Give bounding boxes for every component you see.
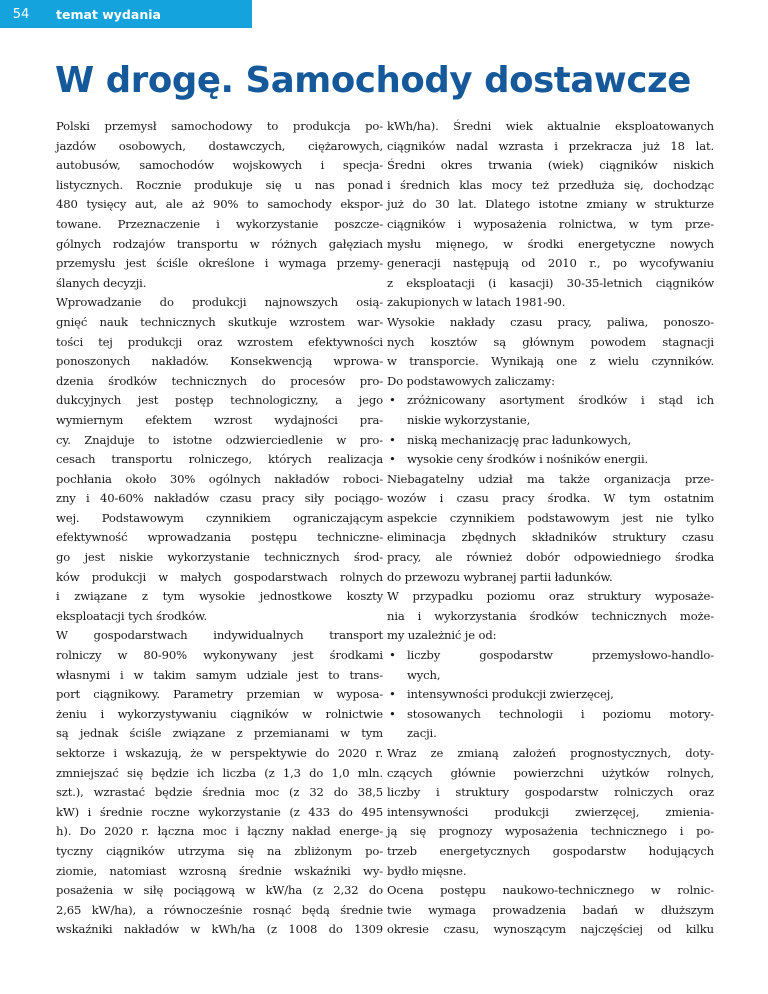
text-line: liczby i struktury gospodarstw rolniczych oraz <box>387 785 714 800</box>
text-line: 2,65 kW/ha), a równocześnie rosnąć będą średnie <box>56 902 383 917</box>
text-line: 480 tysięcy aut, ale aż 90% to samochody ekspor- <box>56 197 383 212</box>
text-line: zakupionych w latach 1981-90. <box>387 295 566 310</box>
text-line: pochłania około 30% ogólnych nakładów roboci- <box>56 471 383 486</box>
text-line: zny i 40-60% nakładów czasu pracy siły pociągo- <box>56 491 383 506</box>
text-line: zmniejszać się będzie ich liczba (z 1,3 do 1,0 mln. <box>56 765 383 780</box>
text-line: wej. Podstawowym czynnikiem ograniczającym <box>56 510 383 525</box>
text-line: kW) i średnie roczne wykorzystanie (z 433 do 495 <box>56 804 383 819</box>
text-line: do przewozu wybranej partii ładunków. <box>387 569 613 584</box>
text-line: bydło mięsne. <box>387 863 467 878</box>
text-line: Ocena postępu naukowo-technicznego w rolnic- <box>387 883 714 898</box>
text-line: efektywność wprowadzania postępu techniczne- <box>56 530 383 545</box>
text-line: Wysokie nakłady czasu pracy, paliwa, ponoszo- <box>387 314 714 329</box>
text-line: czących głównie powierzchni użytków rolnych, <box>387 765 714 780</box>
text-line: pracy, ale również dobór odpowiedniego środka <box>387 550 714 565</box>
text-line: nia i wykorzystania środków technicznych może- <box>387 608 714 623</box>
text-line: generacji następują od 2010 r., po wycofywaniu <box>387 256 714 271</box>
text-line: W przypadku poziomu oraz struktury wyposaże- <box>387 589 714 604</box>
bullet-item: • niską mechanizację prac ładunkowych, <box>387 431 714 451</box>
text-line: listycznych. Rocznie produkuje się u nas ponad <box>56 177 383 192</box>
text-line: posażenia w siłę pociągową w kW/ha (z 2,32 do <box>56 883 383 898</box>
text-line: Wprowadzanie do produkcji najnowszych osią- <box>56 295 383 310</box>
text-line: w transporcie. Wynikają one z wielu czynników. <box>387 354 714 369</box>
bullet-item: • stosowanych technologii i poziomu motory- <box>387 705 714 725</box>
section-label: temat wydania <box>56 6 161 22</box>
text-line: intensywności produkcji zwierzęcej, zmienia- <box>387 804 714 819</box>
text-line: aspekcie czynnikiem podstawowym jest nie tylko <box>387 510 714 525</box>
text-line: ciągników nadal wzrasta i przekracza już 18 lat. <box>387 138 714 153</box>
text-line: własnymi i w takim samym udziale jest to trans- <box>56 667 383 682</box>
text-line: rolniczy w 80-90% wykonywany jest środkami <box>56 648 383 663</box>
text-line: wymiernym efektem wzrost wydajności pra- <box>56 412 383 427</box>
bullet-item: • intensywności produkcji zwierzęcej, <box>387 685 714 705</box>
text-line: ciągników i wyposażenia rolnictwa, w tym prze- <box>387 216 714 231</box>
text-line: eliminacja zbędnych składników struktury czasu <box>387 530 714 545</box>
text-line: okresie czasu, wynoszącym najczęściej od kilku <box>387 922 714 937</box>
text-line: sektorze i wskazują, że w perspektywie do 2020 r. <box>56 746 383 760</box>
text-line: Wraz ze zmianą założeń prognostycznych, doty- <box>387 746 714 760</box>
text-line: nych kosztów są głównym powodem stagnacji <box>387 334 714 349</box>
text-line: towane. Przeznaczenie i wykorzystanie poszcze- <box>56 216 383 231</box>
text-line: eksploatacji tych środków. <box>56 608 207 623</box>
article-title: W drogę. Samochody dostawcze <box>55 60 691 101</box>
text-line: jazdów osobowych, dostawczych, ciężarowych, <box>56 138 383 153</box>
text-line: Niebagatelny udział ma także organizacja prze- <box>387 471 714 486</box>
section-header-bar <box>0 0 252 28</box>
bullet-item: • liczby gospodarstw przemysłowo-handlo- <box>387 646 714 666</box>
text-line: cy. Znajduje to istotne odzwierciedlenie w pro- <box>56 432 383 447</box>
text-line: go jest niskie wykorzystanie technicznych środ- <box>56 550 383 565</box>
text-line: ponoszonych nakładów. Konsekwencją wprowa- <box>56 354 383 369</box>
text-line: W gospodarstwach indywidualnych transport <box>56 628 383 643</box>
text-line: wozów i czasu pracy środka. W tym ostatnim <box>387 491 714 506</box>
bullet-item: • zróżnicowany asortyment środków i stąd ich <box>387 391 714 411</box>
text-line: z eksploatacji (i kasacji) 30-35-letnich ciągników <box>387 275 714 290</box>
page-number: 54 <box>12 6 30 22</box>
text-line: tości tej produkcji oraz wzrostem efektywności <box>56 334 383 349</box>
text-line: ków produkcji w małych gospodarstwach rolnych <box>56 569 383 584</box>
text-line: dzenia środków technicznych do procesów pro- <box>56 373 383 388</box>
text-line: dukcyjnych jest postęp technologiczny, a jego <box>56 393 383 408</box>
text-line: twie wymaga prowadzenia badań w dłuższym <box>387 902 714 917</box>
text-line: trzeb energetycznych gospodarstw hodujących <box>387 843 714 858</box>
bullet-item-continuation: niskie wykorzystanie, <box>407 412 531 427</box>
text-line: ją się prognozy wyposażenia technicznego i po- <box>387 824 714 839</box>
text-line: kWh/ha). Średni wiek aktualnie eksploatowanych <box>387 119 714 133</box>
article-column-right <box>387 117 714 940</box>
text-line: już do 30 lat. Dlatego istotne zmiany w strukturze <box>387 197 714 212</box>
text-line: port ciągnikowy. Parametry przemian w wyposa- <box>56 687 383 702</box>
text-line: gnięć nauk technicznych skutkuje wzrostem war- <box>56 314 383 329</box>
text-line: mysłu mięnego, w środki energetyczne nowych <box>387 236 714 251</box>
text-line: ziomie, natomiast wzrosną średnie wskaźniki wy- <box>56 863 383 878</box>
article-column-left <box>56 117 383 940</box>
text-line: i związane z tym wysokie jednostkowe koszty <box>56 589 383 604</box>
text-line: przemysłu jest ściśle określone i wymaga przemy- <box>56 256 383 271</box>
bullet-item-continuation: zacji. <box>407 726 437 741</box>
text-line: autobusów, samochodów wojskowych i specja- <box>56 158 383 173</box>
text-line: gólnych rodzajów transportu w różnych gałęziach <box>56 236 383 251</box>
text-line: wskaźniki nakładów w kWh/ha (z 1008 do 1309 <box>56 922 383 937</box>
text-line: Średni okres trwania (wiek) ciągników niskich <box>387 158 714 173</box>
bullet-item-continuation: wych, <box>407 667 441 682</box>
text-line: szt.), wzrastać będzie średnia moc (z 32 do 38,5 <box>56 785 383 800</box>
text-line: żeniu i wykorzystywaniu ciągników w rolnictwie <box>56 706 383 721</box>
text-line: są jednak ściśle związane z przemianami w tym <box>56 726 383 741</box>
text-line: ślanych decyzji. <box>56 275 147 290</box>
text-line: tyczny ciągników utrzyma się na zbliżonym po- <box>56 843 383 858</box>
text-line: Do podstawowych zaliczamy: <box>387 373 555 388</box>
text-line: h). Do 2020 r. łączna moc i łączny nakład energe- <box>56 824 383 839</box>
text-line: i średnich klas mocy też przedłuża się, dochodząc <box>387 177 714 192</box>
text-line: Polski przemysł samochodowy to produkcja po- <box>56 119 383 133</box>
bullet-item: • wysokie ceny środków i nośników energii. <box>387 450 714 470</box>
text-line: cesach transportu rolniczego, których realizacja <box>56 452 383 467</box>
text-line: my uzależnić je od: <box>387 628 497 643</box>
